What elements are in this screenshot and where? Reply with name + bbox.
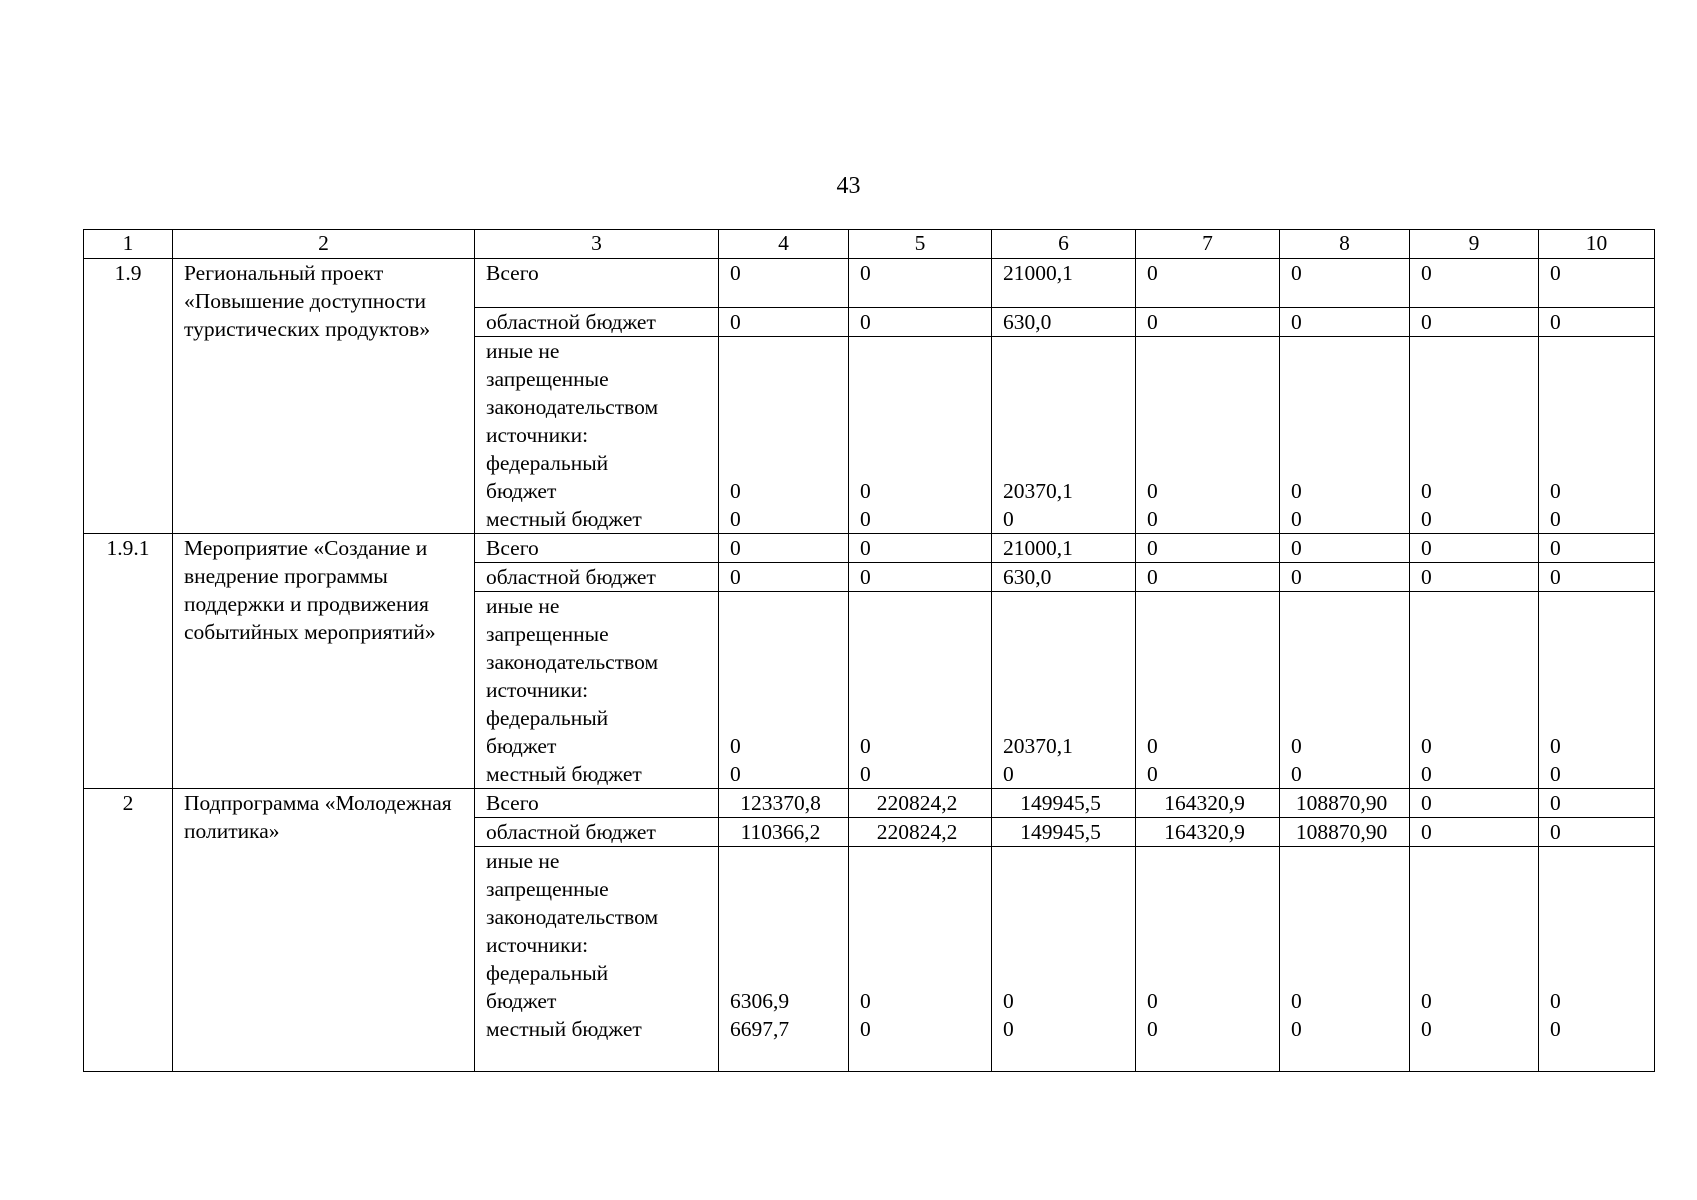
group-total-row (84, 789, 1655, 818)
source-label-line: источники: (486, 933, 589, 957)
federal-value: 0 (1147, 734, 1158, 758)
value-cell: 0 (1410, 789, 1539, 818)
local-value: 0 (1421, 1017, 1432, 1041)
header-row (84, 230, 1655, 259)
value-cell: 123370,8 (719, 789, 849, 818)
table-body (84, 230, 1655, 1072)
value-cell: 149945,5 (992, 789, 1136, 818)
federal-value: 0 (1550, 989, 1561, 1013)
local-value: 0 (1147, 1017, 1158, 1041)
source-label-line: иные не (486, 594, 560, 618)
federal-budget-label: бюджет (486, 479, 557, 503)
header-cell: 7 (1136, 230, 1280, 259)
federal-value: 0 (1147, 989, 1158, 1013)
row-name: Подпрограмма «Молодежная политика» (173, 789, 475, 1072)
value-cell: 110366,2 (719, 818, 849, 847)
value-cell: 164320,9 (1136, 818, 1280, 847)
value-cell: 0 (719, 534, 849, 563)
source-label-line: законодательством (486, 395, 659, 419)
local-value: 0 (1421, 507, 1432, 531)
local-value: 0 (860, 762, 871, 786)
local-value: 0 (1550, 507, 1561, 531)
value-cell: 630,0 (992, 308, 1136, 337)
value-cell: 0 (1539, 563, 1655, 592)
header-cell: 8 (1280, 230, 1410, 259)
source-label-line: законодательством (486, 905, 659, 929)
value-cell: 21000,1 (992, 259, 1136, 308)
value-cell: 0 (1410, 259, 1539, 308)
value-cell (849, 337, 992, 534)
local-value: 0 (1291, 507, 1302, 531)
local-value: 0 (860, 507, 871, 531)
value-cell (1280, 337, 1410, 534)
local-value: 0 (730, 507, 741, 531)
value-cell: 0 (1539, 789, 1655, 818)
group-total-row (84, 534, 1655, 563)
value-cell: 0 (1136, 259, 1280, 308)
source-label-regional: областной бюджет (475, 818, 719, 847)
row-name: Региональный проект «Повышение доступности туристических продуктов» (173, 259, 475, 534)
value-cell (1410, 592, 1539, 789)
value-cell (1136, 592, 1280, 789)
value-cell: 21000,1 (992, 534, 1136, 563)
federal-value: 0 (1147, 479, 1158, 503)
value-cell: 630,0 (992, 563, 1136, 592)
source-label-total: Всего (475, 259, 719, 308)
local-value: 0 (1147, 762, 1158, 786)
header-cell: 5 (849, 230, 992, 259)
value-cell (719, 592, 849, 789)
row-number: 1.9.1 (84, 534, 173, 789)
value-cell (992, 337, 1136, 534)
federal-value: 0 (730, 734, 741, 758)
value-cell: 108870,90 (1280, 789, 1410, 818)
value-cell: 220824,2 (849, 818, 992, 847)
value-cell: 0 (719, 259, 849, 308)
federal-value: 0 (1003, 989, 1014, 1013)
value-cell: 0 (1539, 259, 1655, 308)
value-cell: 0 (1280, 563, 1410, 592)
value-cell: 0 (1280, 308, 1410, 337)
source-label-line: федеральный (486, 451, 609, 475)
federal-value: 0 (1550, 734, 1561, 758)
value-cell: 0 (1410, 534, 1539, 563)
federal-value: 0 (860, 989, 871, 1013)
value-cell (1539, 592, 1655, 789)
federal-value: 20370,1 (1003, 734, 1073, 758)
value-cell: 149945,5 (992, 818, 1136, 847)
federal-value: 0 (860, 734, 871, 758)
row-number: 1.9 (84, 259, 173, 534)
value-cell (719, 847, 849, 1072)
source-label-line: запрещенные (486, 367, 609, 391)
value-cell: 0 (849, 308, 992, 337)
source-label-other (475, 847, 719, 1072)
page-number: 43 (836, 173, 861, 199)
source-label-line: запрещенные (486, 622, 609, 646)
value-cell: 0 (849, 534, 992, 563)
source-label-line: запрещенные (486, 877, 609, 901)
source-label-regional: областной бюджет (475, 308, 719, 337)
local-value: 0 (730, 762, 741, 786)
row-number: 2 (84, 789, 173, 1072)
source-label-line: иные не (486, 339, 560, 363)
source-label-regional: областной бюджет (475, 563, 719, 592)
local-budget-label: местный бюджет (486, 762, 642, 786)
value-cell: 0 (849, 259, 992, 308)
local-value: 0 (1147, 507, 1158, 531)
value-cell: 0 (1280, 534, 1410, 563)
local-value: 0 (1003, 507, 1014, 531)
value-cell: 0 (1136, 534, 1280, 563)
federal-value: 0 (1291, 989, 1302, 1013)
federal-value: 20370,1 (1003, 479, 1073, 503)
value-cell: 0 (1539, 308, 1655, 337)
value-cell: 0 (719, 308, 849, 337)
value-cell (1136, 337, 1280, 534)
local-value: 0 (860, 1017, 871, 1041)
value-cell: 0 (1410, 563, 1539, 592)
local-value: 0 (1550, 1017, 1561, 1041)
value-cell: 0 (1539, 818, 1655, 847)
federal-value: 0 (1291, 734, 1302, 758)
source-label-line: федеральный (486, 961, 609, 985)
value-cell (1410, 337, 1539, 534)
row-name: Мероприятие «Создание и внедрение программы поддержки и продвижения событийных мероприятий» (173, 534, 475, 789)
value-cell: 0 (1280, 259, 1410, 308)
header-cell: 4 (719, 230, 849, 259)
value-cell (1136, 847, 1280, 1072)
source-label-other (475, 337, 719, 534)
value-cell: 108870,90 (1280, 818, 1410, 847)
value-cell: 164320,9 (1136, 789, 1280, 818)
value-cell (1539, 337, 1655, 534)
federal-budget-label: бюджет (486, 734, 557, 758)
header-cell: 2 (173, 230, 475, 259)
value-cell (1280, 592, 1410, 789)
value-cell (849, 592, 992, 789)
value-cell (849, 847, 992, 1072)
header-cell: 3 (475, 230, 719, 259)
value-cell: 0 (719, 563, 849, 592)
federal-value: 0 (1550, 479, 1561, 503)
value-cell: 0 (1136, 563, 1280, 592)
source-label-total: Всего (475, 534, 719, 563)
value-cell (992, 847, 1136, 1072)
source-label-line: источники: (486, 423, 589, 447)
local-value: 0 (1003, 1017, 1014, 1041)
local-value: 0 (1421, 762, 1432, 786)
local-value: 0 (1291, 1017, 1302, 1041)
header-cell: 10 (1539, 230, 1655, 259)
value-cell: 0 (1136, 308, 1280, 337)
local-value: 0 (1550, 762, 1561, 786)
value-cell (1539, 847, 1655, 1072)
federal-value: 0 (1421, 989, 1432, 1013)
header-cell: 9 (1410, 230, 1539, 259)
value-cell: 220824,2 (849, 789, 992, 818)
federal-value: 6306,9 (730, 989, 790, 1013)
federal-value: 0 (730, 479, 741, 503)
local-budget-label: местный бюджет (486, 1017, 642, 1041)
group-total-row (84, 259, 1655, 308)
header-cell: 1 (84, 230, 173, 259)
source-label-other (475, 592, 719, 789)
header-cell: 6 (992, 230, 1136, 259)
source-label-line: иные не (486, 849, 560, 873)
source-label-line: федеральный (486, 706, 609, 730)
federal-budget-label: бюджет (486, 989, 557, 1013)
value-cell (992, 592, 1136, 789)
federal-value: 0 (860, 479, 871, 503)
value-cell (1410, 847, 1539, 1072)
value-cell: 0 (849, 563, 992, 592)
budget-table (83, 229, 1655, 1072)
local-budget-label: местный бюджет (486, 507, 642, 531)
value-cell: 0 (1410, 818, 1539, 847)
value-cell: 0 (1410, 308, 1539, 337)
value-cell (719, 337, 849, 534)
local-value: 0 (1003, 762, 1014, 786)
local-value: 0 (1291, 762, 1302, 786)
value-cell (1280, 847, 1410, 1072)
source-label-total: Всего (475, 789, 719, 818)
source-label-line: законодательством (486, 650, 659, 674)
source-label-line: источники: (486, 678, 589, 702)
value-cell: 0 (1539, 534, 1655, 563)
federal-value: 0 (1421, 734, 1432, 758)
federal-value: 0 (1291, 479, 1302, 503)
local-value: 6697,7 (730, 1017, 790, 1041)
federal-value: 0 (1421, 479, 1432, 503)
